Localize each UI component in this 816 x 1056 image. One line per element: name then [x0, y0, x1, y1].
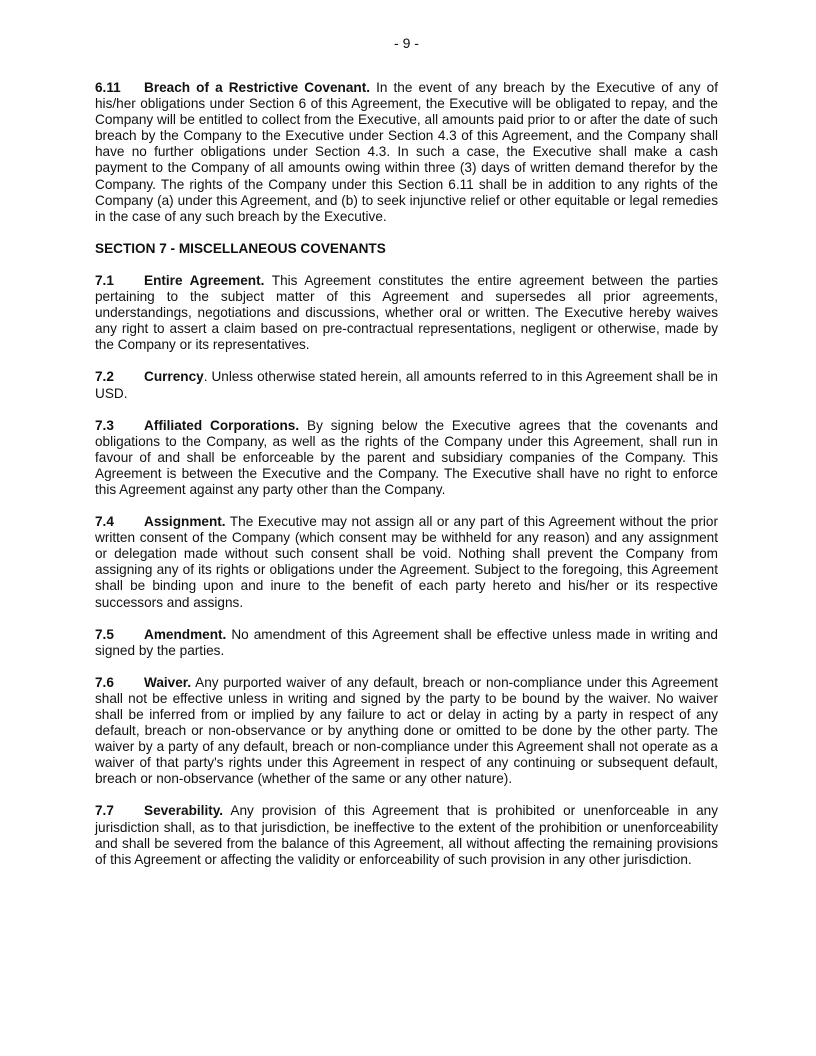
clause-heading: Currency: [144, 369, 204, 385]
clause-heading: Affiliated Corporations.: [144, 417, 300, 433]
clause-number: 6.11: [95, 80, 121, 95]
clause-7-1: [95, 273, 718, 353]
clause-number: 7.5: [95, 626, 114, 642]
clause-body: The Executive may not assign all or any part of this Agreement without the prior written consent of the Company (which consent may be withheld for any reason) and any assignment or delegation made without such consent shall be void. Nothing shall prevent the Company from assigning any of its rights or obligations under the Agreement. Subject to the foregoing, this Agreement shall be binding upon and inure to the benefit of each party hereto and his/her or its respective successors and assigns.: [95, 514, 718, 610]
clause-body: Any purported waiver of any default, breach or non-compliance under this Agreement shall not be effective unless in writing and signed by the party to be bound by the waiver. No waiver shall be inferred from or implied by any failure to act or delay in acting by a party in respect of any default, breach or non-observance or by anything done or omitted to be done by the other party. The waiver by a party of any default, breach or non-compliance under this Agreement shall not operate as a waiver of that party's rights under this Agreement in respect of any continuing or subsequent default, breach or non-observance (whether of the same or any other nature).: [95, 674, 719, 787]
clause-7-4: [95, 514, 718, 611]
clause-body: No amendment of this Agreement shall be effective unless made in writing and signed by the parties.: [95, 626, 718, 658]
document-page: [95, 34, 718, 884]
clause-heading: Breach of a Restrictive Covenant.: [144, 80, 371, 95]
clause-number: 7.6: [95, 674, 114, 690]
clause-7-6: [95, 675, 718, 788]
clause-number: 7.3: [95, 417, 114, 433]
clause-number: 7.2: [95, 369, 114, 385]
section-7-heading: SECTION 7 - MISCELLANEOUS COVENANTS: [95, 240, 386, 256]
clause-7-7: [95, 803, 718, 867]
clause-7-3: [95, 418, 718, 498]
clause-number: 7.7: [95, 803, 114, 819]
clause-number: 7.4: [95, 514, 114, 530]
clause-heading: Entire Agreement.: [144, 272, 265, 288]
clause-heading: Severability.: [144, 803, 224, 819]
clause-body: In the event of any breach by the Executive of any of his/her obligations under Section 6 of this Agreement, the Executive will be obligated to repay, and the Company will be entitled to collect from the Executive, all amounts paid prior to or after the date of such breach by the Company to the Executive under Section 4.3 of this Agreement, and the Company shall have no further obligations under Section 4.3. In such a case, the Executive shall make a cash payment to the Company of all amounts owing within three (3) days of written demand therefor by the Company. The rights of the Company under this Section 6.11 shall be in addition to any rights of the Company (a) under this Agreement, and (b) to seek injunctive relief or other equitable or legal remedies in the case of any such breach by the Executive.: [95, 80, 718, 224]
clause-body: This Agreement constitutes the entire agreement between the parties pertaining to the subject matter of this Agreement and supersedes all prior agreements, understandings, negotiations and discussions, whether oral or written. The Executive hereby waives any right to assert a claim based on pre-contractual representations, negligent or otherwise, made by the Company or its representatives.: [95, 272, 718, 353]
clause-7-5: [95, 627, 718, 659]
clause-body: Any provision of this Agreement that is prohibited or unenforceable in any jurisdiction shall, as to that jurisdiction, be ineffective to the extent of the prohibition or unenforceability and shall be severed from the balance of this Agreement, all without affecting the remaining provisions of this Agreement or affecting the validity or enforceability of such provision in any other jurisdiction.: [95, 803, 718, 867]
clause-number: 7.1: [95, 272, 114, 288]
clause-heading: Assignment.: [144, 514, 226, 530]
page-number: - 9 -: [394, 35, 419, 51]
clause-body: . Unless otherwise stated herein, all amounts referred to in this Agreement shall be in USD.: [95, 369, 718, 401]
clause-body: By signing below the Executive agrees that the covenants and obligations to the Company, as well as the rights of the Company under this Agreement, shall run in favour of and shall be enforceable by the parent and subsidiary companies of the Company. This Agreement is between the Executive and the Company. The Executive shall have no right to enforce this Agreement against any party other than the Company.: [95, 417, 719, 497]
clause-heading: Waiver.: [144, 674, 192, 690]
clause-6-11: [95, 80, 718, 225]
clause-7-2: [95, 369, 718, 401]
clause-heading: Amendment.: [144, 626, 227, 642]
